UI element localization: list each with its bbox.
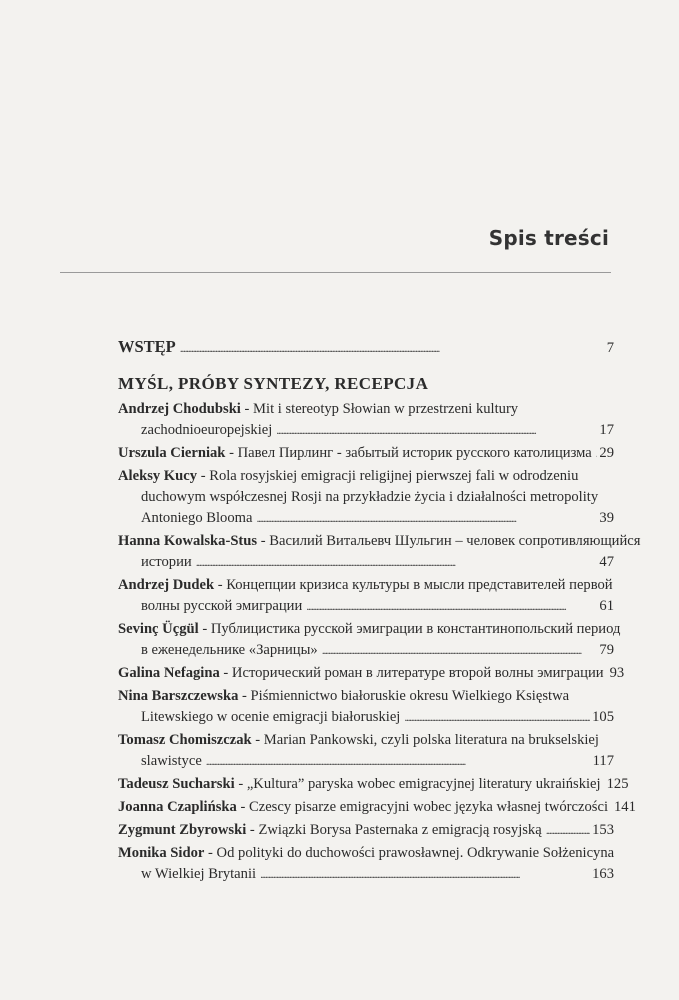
entry-author: Aleksy Kucy [118,468,198,484]
entry-title: - Концепции кризиса культуры в мысли представителей первой [214,577,613,593]
dot-leader [196,552,598,573]
entry-title: - Od polityki do duchowości prawosławnej. Odkrywanie Sołżenicyna [204,845,615,861]
entry-title: slawistyce [141,753,202,769]
page-number: 125 [606,776,629,792]
dot-leader [322,640,598,661]
table-of-contents [118,336,641,887]
entry-title: - Piśmiennictwo białoruskie okresu Wielkiego Księstwa [238,688,570,704]
toc-entry-line [118,508,614,529]
page-number: 17 [599,422,614,438]
dot-leader [596,443,598,464]
intro-label: WSTĘP [118,337,176,356]
entry-author: Zygmunt Zbyrowski [118,822,247,838]
entry-title: zachodnioeuropejskiej [141,422,273,438]
toc-entry-line [118,864,614,885]
toc-entry-line [118,820,614,841]
entry-title: в еженедельнике «Зарницы» [141,642,318,658]
entry-title: - Czescy pisarze emigracyjni wobec języka własnej twórczości [236,799,608,815]
entry-title: - Rola rosyjskiej emigracji religijnej pierwszej fali w odrodzeniu [197,468,579,484]
page-number: 79 [599,642,614,658]
entry-author: Sevinç Üçgül [118,621,199,637]
entry-title: - Marian Pankowski, czyli polska literatura na brukselskiej [251,732,599,748]
entry-author: Joanna Czaplińska [118,799,237,815]
toc-entry-line [118,707,614,728]
page-number: 105 [592,709,614,725]
toc-entry [118,575,614,617]
toc-entry-line [118,774,629,795]
toc-entry-line [118,730,614,751]
toc-entry [118,663,625,684]
entry-title: - Związki Borysa Pasternaka z emigracją rosyjską [246,822,542,838]
toc-entry [118,774,629,795]
dot-leader [276,420,597,441]
entry-title: - Публицистика русской эмиграции в константинопольский период [198,621,621,637]
toc-entry [118,531,641,573]
dot-leader [404,707,590,728]
dot-leader [206,751,591,772]
page-number: 163 [592,866,614,882]
toc-entry-line [118,686,614,707]
toc-entry [118,730,614,772]
toc-intro [118,336,614,359]
toc-entry-line [118,487,614,508]
entry-author: Urszula Cierniak [118,445,226,461]
toc-entry [118,686,614,728]
dot-leader [256,508,597,529]
entry-title: duchowym współczesnej Rosji na przykładzie życia i działalności metropolity [141,489,599,505]
toc-entry [118,820,614,841]
toc-entry-line [118,596,614,617]
toc-entry [118,443,614,464]
dot-leader [180,338,605,359]
page-number: 93 [609,665,625,681]
toc-entry-line [118,640,614,661]
toc-entry-line [118,619,621,640]
entry-author: Tomasz Chomiszczak [118,732,252,748]
page-number: 39 [599,510,614,526]
page-number: 141 [614,799,636,815]
toc-entry-line [118,575,614,596]
dot-leader [306,596,597,617]
toc-entry [118,399,614,441]
entry-title: - „Kultura” paryska wobec emigracyjnej literatury ukraińskiej [234,776,601,792]
toc-entry-line [118,420,614,441]
toc-entry-line [118,843,614,864]
toc-entries [118,399,641,885]
toc-entry-line [118,443,614,464]
page-title: Spis treści [488,226,609,250]
toc-entry [118,466,614,529]
entry-author: Andrzej Chodubski [118,401,241,417]
title-divider [60,272,611,273]
page-number: 29 [599,445,614,461]
toc-entry-line [118,663,625,684]
toc-entry [118,843,614,885]
entry-title: - Mit i stereotyp Słowian w przestrzeni kultury [240,401,519,417]
toc-entry-line [118,751,614,772]
entry-author: Andrzej Dudek [118,577,215,593]
page-number: 47 [599,554,614,570]
entry-title: волны русской эмиграции [141,598,303,614]
entry-title: - Павел Пирлинг - забытый историк русского католицизма [225,445,592,461]
page-number: 153 [592,822,614,838]
entry-title: w Wielkiej Brytanii [141,866,257,882]
dot-leader [546,820,590,841]
toc-entry-line [118,399,614,420]
entry-author: Hanna Kowalska-Stus [118,533,258,549]
toc-entry-line [118,797,636,818]
page-number: 7 [606,340,614,356]
page-number: 117 [592,753,614,769]
section-heading: MYŚL, PRÓBY SYNTEZY, RECEPCJA [118,374,429,393]
page-number: 61 [599,598,614,614]
toc-entry [118,797,636,818]
toc-entry [118,619,621,661]
entry-author: Monika Sidor [118,845,205,861]
entry-title: - Исторический роман в литературе второй волны эмиграции [219,665,604,681]
entry-title: Antoniego Blooma [141,510,253,526]
toc-entry-line [118,466,614,487]
toc-entry-line [118,552,614,573]
entry-author: Galina Nefagina [118,665,220,681]
entry-title: истории [141,554,192,570]
entry-title: Litewskiego w ocenie emigracji białoruskiej [141,709,401,725]
dot-leader [260,864,590,885]
entry-author: Nina Barszczewska [118,688,239,704]
toc-entry-line [118,531,641,552]
entry-title: - Василий Витальевч Шульгин – человек сопротивляющийся [257,533,641,549]
entry-author: Tadeusz Sucharski [118,776,235,792]
